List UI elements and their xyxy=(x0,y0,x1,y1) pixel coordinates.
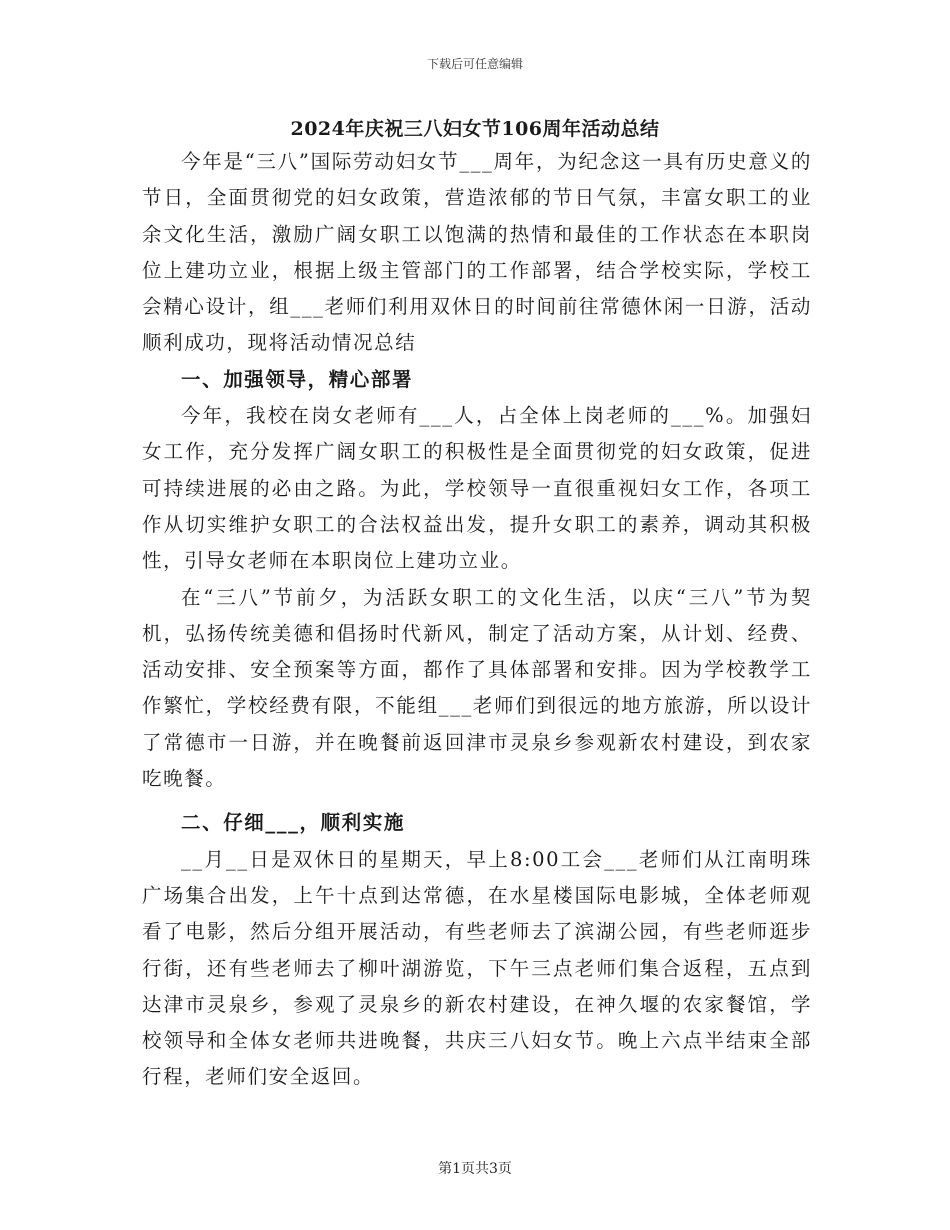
document-title: 2024年庆祝三八妇女节106周年活动总结 xyxy=(290,118,660,140)
page-header-note: 下载后可任意编辑 xyxy=(426,57,523,71)
document-body xyxy=(142,144,812,1096)
section-1-heading: 一、加强领导，精心部署 xyxy=(181,367,414,391)
section-1-paragraph-1: 今年，我校在岗女老师有___人，占全体上岗老师的___%。加强妇女工作，充分发挥广阔女职工的积极性是全面贯彻党的妇女政策，促进可持续进展的必由之路。为此，学校领导一直很重视妇女工作，各项工作从切实维护女职工的合法权益出发，提升女职工的素养，调动其积极性，引导女老师在本职岗位上建功立业。 xyxy=(142,404,812,573)
section-2-heading: 二、仔细___，顺利实施 xyxy=(181,811,405,835)
section-1-paragraph-2: 在“三八”节前夕，为活跃女职工的文化生活，以庆“三八”节为契机，弘扬传统美德和倡扬时代新风，制定了活动方案，从计划、经费、活动安排、安全预案等方面，都作了具体部署和安排。因为学校教学工作繁忙，学校经费有限，不能组___老师们到很远的地方旅游，所以设计了常德市一日游，并在晚餐前返回津市灵泉乡参观新农村建设，到农家吃晚餐。 xyxy=(142,585,812,791)
intro-paragraph: 今年是“三八”国际劳动妇女节___周年，为纪念这一具有历史意义的节日，全面贯彻党的妇女政策，营造浓郁的节日气氛，丰富女职工的业余文化生活，激励广阔女职工以饱满的热情和最佳的工作状态在本职岗位上建功立业，根据上级主管部门的工作部署，结合学校实际，学校工会精心设计，组___老师们利用双休日的时间前往常德休闲一日游，活动顺利成功，现将活动情况总结 xyxy=(142,150,812,355)
page-number-footer: 第1页共3页 xyxy=(438,1161,512,1177)
section-2-paragraph-1: __月__日是双休日的星期天，早上8:00工会___老师们从江南明珠广场集合出发，上午十点到达常德，在水星楼国际电影城，全体老师观看了电影，然后分组开展活动，有些老师去了滨湖公园，有些老师逛步行街，还有些老师去了柳叶湖游览，下午三点老师们集合返程，五点到达津市灵泉乡，参观了灵泉乡的新农村建设，在神久堰的农家餐馆，学校领导和全体女老师共进晚餐，共庆三八妇女节。晚上六点半结束全部行程，老师们安全返回。 xyxy=(142,847,812,1089)
